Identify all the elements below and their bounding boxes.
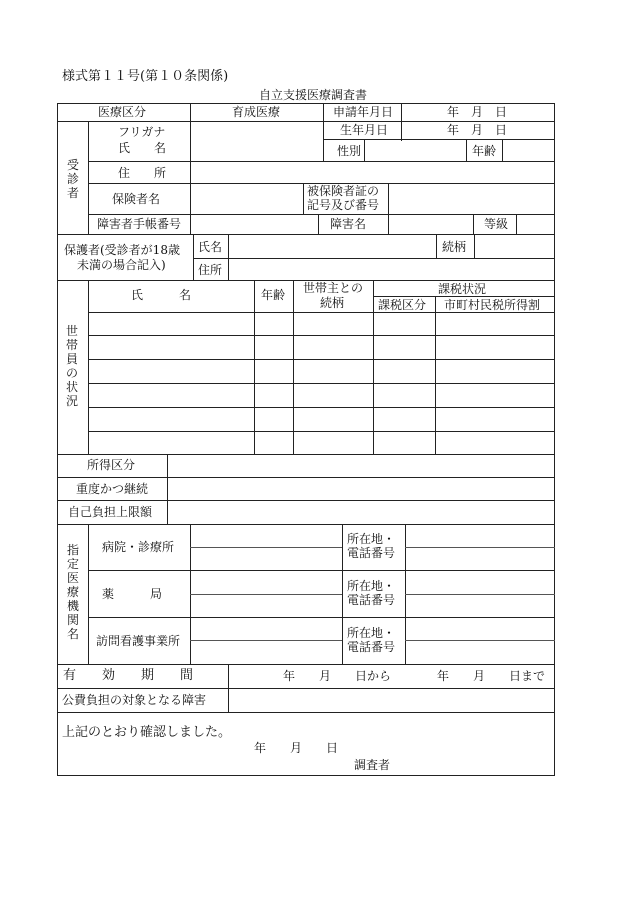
validity-label: 有 効 期 間 bbox=[63, 668, 194, 683]
household-col-name: 氏 名 bbox=[131, 288, 192, 302]
household-col-tax-status: 課税状況 bbox=[438, 282, 487, 296]
rule bbox=[323, 139, 555, 140]
rule bbox=[88, 121, 89, 234]
rule bbox=[57, 524, 555, 525]
rule bbox=[405, 640, 555, 641]
copay-limit-label: 自己負担上限額 bbox=[68, 505, 153, 519]
rule bbox=[88, 280, 89, 454]
address-label: 住 所 bbox=[118, 166, 167, 180]
household-row bbox=[88, 383, 555, 384]
rule bbox=[388, 214, 389, 234]
household-col-tax-category: 課税区分 bbox=[378, 298, 427, 312]
form-number: 様式第１１号(第１０条関係) bbox=[62, 69, 229, 84]
confirmation-date[interactable]: 年 月 日 bbox=[254, 741, 339, 755]
rule bbox=[323, 103, 324, 161]
rule bbox=[190, 640, 342, 641]
household-col-municipal-tax: 市町村民税所得割 bbox=[444, 298, 541, 312]
rule bbox=[364, 139, 365, 161]
guardian-relation-label: 続柄 bbox=[442, 240, 467, 254]
household-section-label: 世帯員の状況 bbox=[65, 324, 78, 408]
rule bbox=[57, 500, 555, 501]
rule bbox=[88, 161, 555, 162]
hospital-location-label-1: 所在地・ bbox=[347, 532, 396, 546]
rule bbox=[373, 280, 374, 454]
sex-label: 性別 bbox=[337, 144, 362, 158]
severe-continuing-label: 重度かつ継続 bbox=[76, 482, 149, 496]
rule bbox=[190, 594, 342, 595]
rule bbox=[190, 103, 191, 121]
birth-date-label: 生年月日 bbox=[340, 123, 389, 137]
rule bbox=[57, 454, 555, 455]
guardian-label-2: 未満の場合記入) bbox=[77, 258, 166, 272]
rule bbox=[293, 280, 294, 454]
rule bbox=[405, 547, 555, 548]
pharmacy-location-label-1: 所在地・ bbox=[347, 579, 396, 593]
rule bbox=[57, 664, 555, 665]
nursing-location-label-1: 所在地・ bbox=[347, 626, 396, 640]
guardian-address-label: 住所 bbox=[198, 263, 223, 277]
rule bbox=[228, 234, 229, 280]
medical-category-value: 育成医療 bbox=[232, 105, 281, 119]
public-expense-label: 公費負担の対象となる障害 bbox=[62, 693, 207, 707]
rule bbox=[373, 296, 555, 297]
rule bbox=[516, 214, 517, 234]
rule bbox=[436, 234, 437, 258]
rule bbox=[88, 570, 555, 571]
medical-category-label: 医療区分 bbox=[98, 105, 147, 119]
rule bbox=[57, 234, 555, 235]
furigana-label: フリガナ bbox=[118, 125, 166, 139]
household-row bbox=[88, 431, 555, 432]
rule bbox=[57, 121, 555, 122]
pharmacy-label: 薬 局 bbox=[102, 587, 163, 601]
rule bbox=[473, 214, 474, 234]
rule bbox=[190, 121, 191, 234]
rule bbox=[401, 103, 402, 141]
age-label: 年齢 bbox=[472, 144, 497, 158]
household-row bbox=[88, 312, 555, 313]
household-row bbox=[88, 359, 555, 360]
rule bbox=[193, 258, 555, 259]
validity-to[interactable]: 年 月 日まで bbox=[437, 669, 546, 683]
income-category-label: 所得区分 bbox=[87, 458, 136, 472]
rule bbox=[388, 183, 389, 214]
rule bbox=[502, 139, 503, 161]
rule bbox=[342, 524, 343, 664]
household-col-age: 年齢 bbox=[261, 288, 286, 302]
rule bbox=[57, 477, 555, 478]
nursing-label: 訪問看護事業所 bbox=[96, 634, 181, 648]
rule bbox=[254, 280, 255, 454]
household-row bbox=[88, 407, 555, 408]
rule bbox=[474, 234, 475, 258]
rule bbox=[193, 234, 194, 280]
grade-label: 等級 bbox=[484, 217, 509, 231]
confirmation-text: 上記のとおり確認しました。 bbox=[62, 725, 232, 740]
household-col-relation-1: 世帯主との bbox=[303, 281, 364, 295]
validity-from[interactable]: 年 月 日から bbox=[283, 669, 392, 683]
application-date-value[interactable]: 年 月 日 bbox=[447, 105, 508, 119]
institution-section-label: 指定医療機関名 bbox=[66, 543, 79, 641]
birth-date-value[interactable]: 年 月 日 bbox=[447, 123, 508, 137]
hospital-label: 病院・診療所 bbox=[102, 540, 175, 554]
name-label: 氏 名 bbox=[118, 141, 167, 155]
application-date-label: 申請年月日 bbox=[333, 105, 394, 119]
nursing-location-label-2: 電話番号 bbox=[347, 640, 396, 654]
disability-name-label: 障害名 bbox=[330, 217, 367, 231]
insurer-label: 保険者名 bbox=[112, 192, 161, 206]
rule bbox=[88, 617, 555, 618]
insurance-card-label-2: 記号及び番号 bbox=[307, 198, 380, 212]
rule bbox=[318, 214, 319, 234]
disability-notebook-label: 障害者手帳番号 bbox=[97, 217, 182, 231]
hospital-location-label-2: 電話番号 bbox=[347, 546, 396, 560]
rule bbox=[88, 214, 555, 215]
guardian-label-1: 保護者(受診者が18歳 bbox=[64, 243, 180, 257]
rule bbox=[303, 183, 304, 214]
rule bbox=[57, 712, 555, 713]
rule bbox=[405, 594, 555, 595]
guardian-name-label: 氏名 bbox=[198, 240, 223, 254]
form-title: 自立支援医療調査書 bbox=[259, 88, 368, 102]
household-row bbox=[88, 335, 555, 336]
rule bbox=[57, 688, 555, 689]
household-col-relation-2: 続柄 bbox=[320, 296, 345, 310]
insurance-card-label-1: 被保険者証の bbox=[307, 184, 380, 198]
rule bbox=[466, 139, 467, 161]
pharmacy-location-label-2: 電話番号 bbox=[347, 593, 396, 607]
rule bbox=[190, 547, 342, 548]
rule bbox=[167, 454, 168, 524]
investigator-label: 調査者 bbox=[354, 758, 391, 772]
patient-section-label: 受診者 bbox=[66, 158, 79, 200]
rule bbox=[88, 524, 89, 664]
